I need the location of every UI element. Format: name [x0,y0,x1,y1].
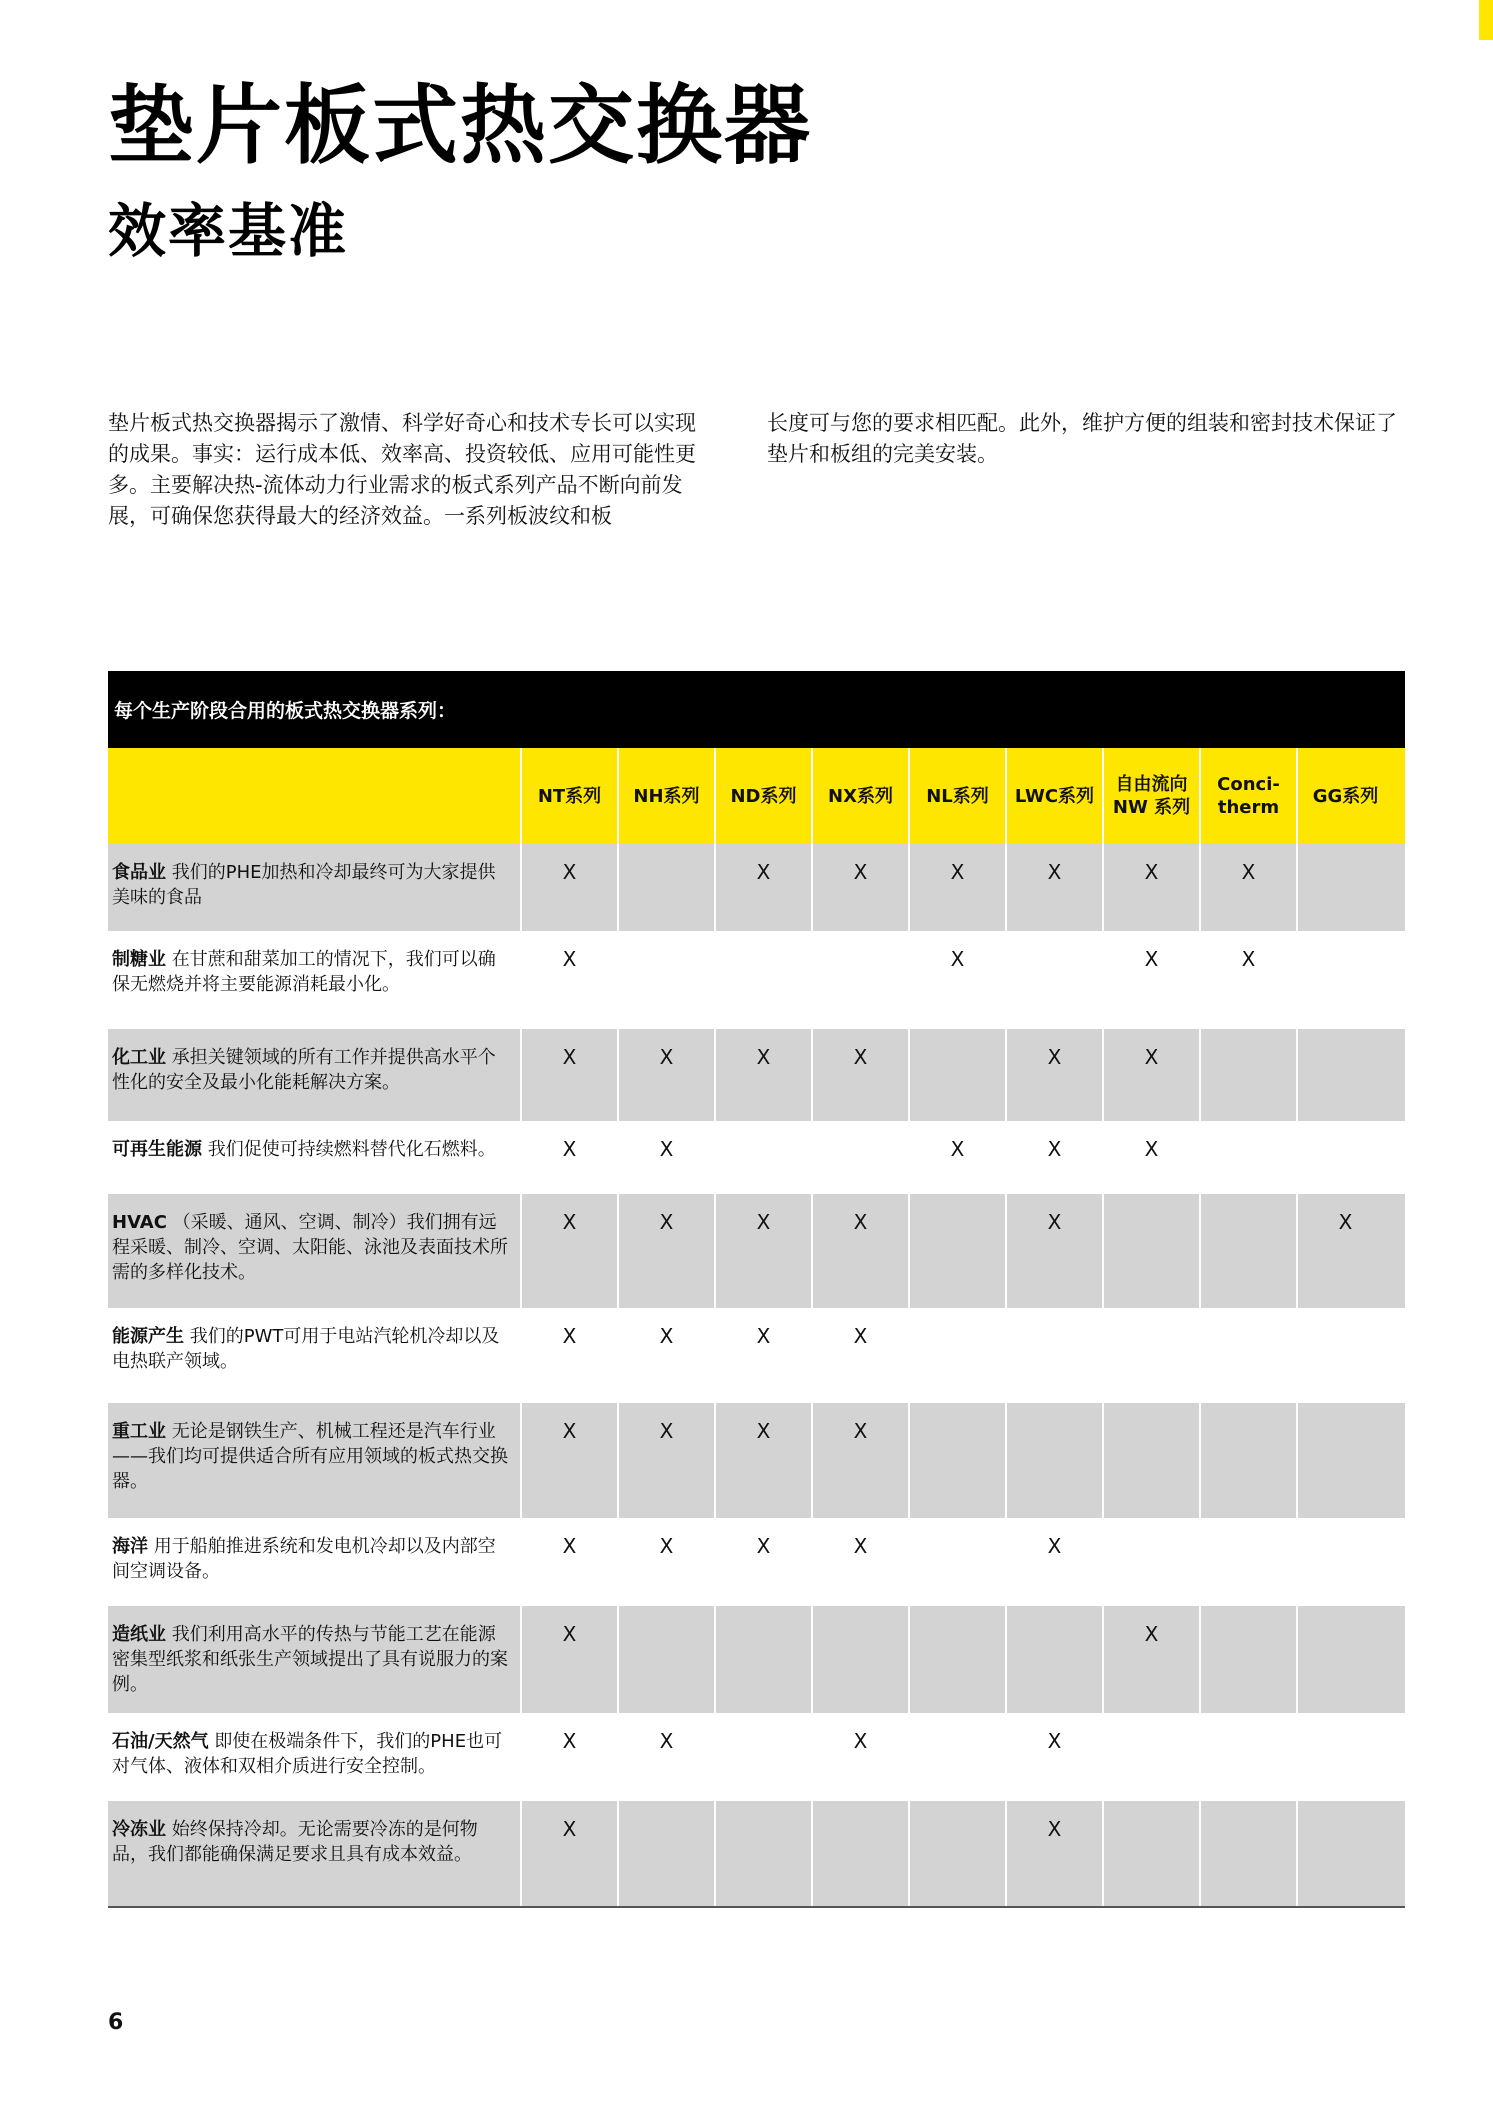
industry-description: （采暖、通风、空调、制冷）我们拥有远程采暖、制冷、空调、太阳能、泳池及表面技术所需的多样化技术。 [112,1212,508,1283]
suitability-mark: X [811,1403,908,1518]
suitability-mark: X [1102,1121,1199,1194]
suitability-mark [1296,1029,1393,1121]
suitability-mark: X [617,1308,714,1403]
suitability-mark [1199,1801,1296,1906]
page-title: 垫片板式热交换器 [108,76,812,176]
suitability-mark [908,1403,1005,1518]
suitability-mark: X [714,1403,811,1518]
industry-cell [108,1308,520,1403]
suitability-mark: X [1296,1194,1393,1308]
suitability-mark [714,1801,811,1906]
column-header: NX系列 [811,748,908,844]
suitability-mark [1005,1606,1102,1713]
suitability-mark [1102,1194,1199,1308]
industry-name: 食品业 [112,862,166,883]
edge-color-tab [1479,0,1493,40]
suitability-mark [811,1121,908,1194]
suitability-mark: X [520,1606,617,1713]
industry-name: 制糖业 [112,949,166,970]
industry-name: 石油/天然气 [112,1731,209,1752]
suitability-mark: X [617,1713,714,1801]
suitability-mark: X [811,1308,908,1403]
industry-description: 我们的PHE加热和冷却最终可为大家提供美味的食品 [112,862,496,908]
industry-description: 即使在极端条件下，我们的PHE也可对气体、液体和双相介质进行安全控制。 [112,1731,503,1777]
suitability-mark [1005,931,1102,1029]
suitability-mark: X [714,844,811,931]
suitability-mark [1296,931,1393,1029]
suitability-mark: X [1005,1121,1102,1194]
suitability-mark: X [811,1194,908,1308]
suitability-mark [617,1606,714,1713]
suitability-mark [1005,1308,1102,1403]
column-header: NT系列 [520,748,617,844]
header-spacer [108,748,520,844]
suitability-mark: X [908,931,1005,1029]
suitability-mark: X [811,1029,908,1121]
column-header: NH系列 [617,748,714,844]
table-row [108,844,1405,931]
industry-name: 可再生能源 [112,1139,202,1160]
suitability-mark: X [520,1029,617,1121]
suitability-mark: X [714,1029,811,1121]
suitability-mark [1296,1518,1393,1606]
industry-name: 冷冻业 [112,1819,166,1840]
table-row [108,1121,1405,1194]
suitability-mark [908,1801,1005,1906]
suitability-mark [1102,1713,1199,1801]
suitability-mark: X [520,1403,617,1518]
suitability-mark: X [520,1308,617,1403]
suitability-mark: X [520,1518,617,1606]
industry-description: 在甘蔗和甜菜加工的情况下，我们可以确保无燃烧并将主要能源消耗最小化。 [112,949,496,995]
suitability-mark [1102,1518,1199,1606]
column-header: 自由流向 NW 系列 [1102,748,1199,844]
table-row [108,1713,1405,1801]
intro-paragraph-left: 垫片板式热交换器揭示了激情、科学好奇心和技术专长可以实现的成果。事实：运行成本低、效率高、投资较低、应用可能性更多。主要解决热-流体动力行业需求的板式系列产品不断向前发展，可确保您获得最大的经济效益。一系列板波纹和板 [108,411,696,528]
suitability-mark [908,1308,1005,1403]
industry-description: 无论是钢铁生产、机械工程还是汽车行业——我们均可提供适合所有应用领域的板式热交换器。 [112,1421,508,1492]
suitability-mark: X [617,1121,714,1194]
suitability-mark: X [617,1029,714,1121]
suitability-mark [1296,1403,1393,1518]
table-row [108,1308,1405,1403]
suitability-mark: X [520,1121,617,1194]
suitability-mark: X [520,931,617,1029]
suitability-mark [908,1606,1005,1713]
suitability-mark: X [1005,1801,1102,1906]
suitability-mark: X [1102,1606,1199,1713]
suitability-mark: X [908,1121,1005,1194]
suitability-mark [1199,1029,1296,1121]
industry-description: 用于船舶推进系统和发电机冷却以及内部空间空调设备。 [112,1536,496,1582]
suitability-mark: X [520,844,617,931]
industry-description: 始终保持冷却。无论需要冷冻的是何物品，我们都能确保满足要求且具有成本效益。 [112,1819,478,1865]
suitability-mark: X [1102,1029,1199,1121]
suitability-mark [811,1606,908,1713]
industry-description: 我们促使可持续燃料替代化石燃料。 [207,1139,496,1160]
suitability-mark [1199,1308,1296,1403]
suitability-mark: X [1102,844,1199,931]
suitability-mark: X [1005,1029,1102,1121]
column-header: GG系列 [1296,748,1393,844]
table-row [108,1518,1405,1606]
industry-description: 我们利用高水平的传热与节能工艺在能源密集型纸浆和纸张生产领域提出了具有说服力的案例。 [112,1624,508,1695]
suitability-mark [1199,1194,1296,1308]
suitability-mark: X [520,1713,617,1801]
intro-paragraph-right: 长度可与您的要求相匹配。此外，维护方便的组装和密封技术保证了垫片和板组的完美安装。 [767,411,1397,466]
suitability-mark: X [1199,931,1296,1029]
column-header: LWC系列 [1005,748,1102,844]
table-row [108,1606,1405,1713]
suitability-mark: X [1005,844,1102,931]
suitability-mark: X [617,1403,714,1518]
industry-cell [108,1518,520,1606]
suitability-mark: X [1005,1713,1102,1801]
suitability-mark [1199,1121,1296,1194]
industry-cell [108,1801,520,1906]
suitability-mark [1102,1403,1199,1518]
suitability-mark: X [714,1308,811,1403]
suitability-mark [908,1029,1005,1121]
table-row [108,1403,1405,1518]
suitability-mark [1102,1308,1199,1403]
suitability-mark [1005,1403,1102,1518]
suitability-mark: X [1005,1518,1102,1606]
suitability-mark [811,1801,908,1906]
table-row [108,1194,1405,1308]
suitability-mark: X [1199,844,1296,931]
suitability-mark [1296,1713,1393,1801]
suitability-mark [714,1606,811,1713]
industry-name: 化工业 [112,1047,166,1068]
suitability-mark: X [617,1518,714,1606]
suitability-mark [1199,1713,1296,1801]
column-header: ND系列 [714,748,811,844]
industry-name: HVAC [112,1212,167,1233]
suitability-mark [1199,1518,1296,1606]
industry-name: 能源产生 [112,1326,184,1347]
suitability-mark: X [811,844,908,931]
table-row [108,1029,1405,1121]
suitability-mark [1296,1308,1393,1403]
industry-description: 承担关键领域的所有工作并提供高水平个性化的安全及最小化能耗解决方案。 [112,1047,496,1093]
column-header: Conci-therm [1199,748,1296,844]
suitability-mark [1199,1403,1296,1518]
table-row [108,1801,1405,1906]
column-header: NL系列 [908,748,1005,844]
suitability-mark [908,1194,1005,1308]
suitability-mark [714,931,811,1029]
suitability-mark [811,931,908,1029]
suitability-mark: X [520,1194,617,1308]
suitability-mark: X [714,1194,811,1308]
suitability-mark: X [908,844,1005,931]
table-header-row [108,748,1405,844]
table-title: 每个生产阶段合用的板式热交换器系列： [108,671,1405,748]
industry-cell [108,1403,520,1518]
industry-cell [108,1121,520,1194]
suitability-mark: X [714,1518,811,1606]
industry-name: 重工业 [112,1421,166,1442]
industry-name: 海洋 [112,1536,148,1557]
page-number: 6 [108,2010,124,2035]
suitability-mark [1199,1606,1296,1713]
industry-name: 造纸业 [112,1624,166,1645]
table-body [108,844,1405,1906]
industry-cell [108,931,520,1029]
suitability-mark: X [1005,1194,1102,1308]
suitability-mark: X [1102,931,1199,1029]
suitability-mark [1296,1606,1393,1713]
industry-cell [108,844,520,931]
industry-description: 我们的PWT可用于电站汽轮机冷却以及电热联产领域。 [112,1326,500,1372]
table-row [108,931,1405,1029]
suitability-mark: X [617,1194,714,1308]
suitability-mark [617,844,714,931]
suitability-mark [1102,1801,1199,1906]
suitability-mark: X [811,1713,908,1801]
industry-cell [108,1029,520,1121]
industry-cell [108,1713,520,1801]
suitability-mark [714,1121,811,1194]
industry-cell [108,1606,520,1713]
table-bottom-rule [108,1906,1405,1908]
suitability-mark: X [811,1518,908,1606]
suitability-mark: X [520,1801,617,1906]
suitability-mark [617,931,714,1029]
suitability-mark [1296,844,1393,931]
suitability-mark [908,1713,1005,1801]
suitability-mark [1296,1121,1393,1194]
suitability-mark [617,1801,714,1906]
series-table [108,671,1405,1908]
page-subtitle: 效率基准 [108,197,349,265]
suitability-mark [1296,1801,1393,1906]
suitability-mark [908,1518,1005,1606]
suitability-mark [714,1713,811,1801]
industry-cell [108,1194,520,1308]
